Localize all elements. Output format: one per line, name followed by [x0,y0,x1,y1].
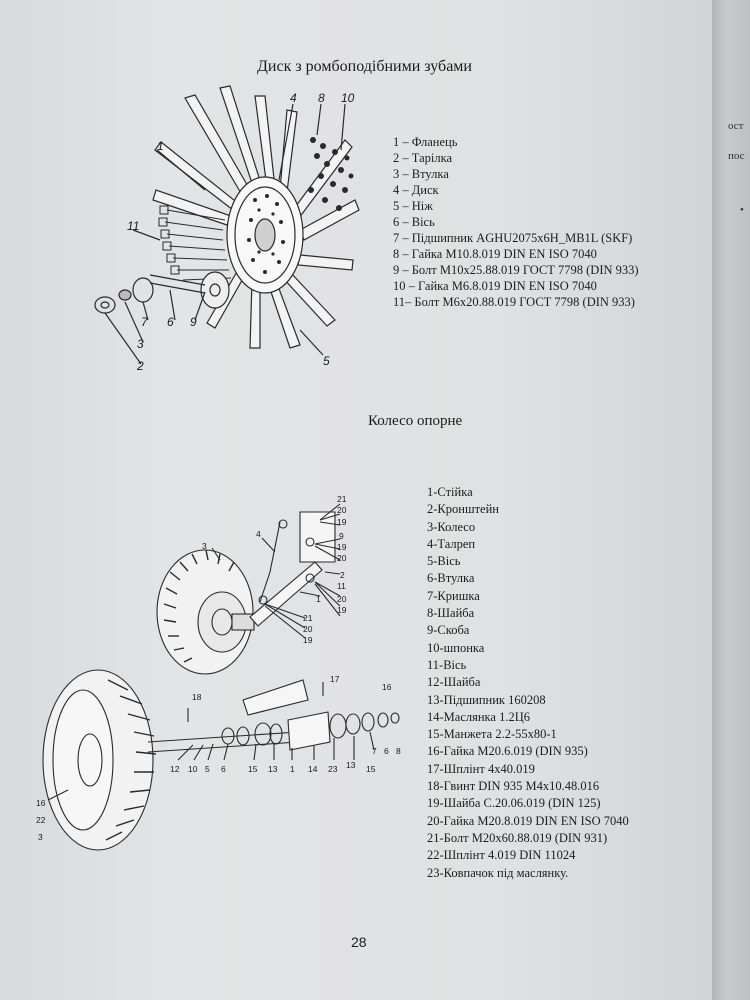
page-number: 28 [351,934,367,950]
callout-2: 2 [137,359,144,373]
legend-item: 23-Ковпачок під маслянку. [427,865,569,880]
callout-4: 4 [290,91,297,105]
legend-item: 6 – Вісь [393,215,435,229]
legend-item: 6-Втулка [427,571,475,586]
callout-15: 15 [248,764,258,774]
callout-8: 8 [396,746,401,756]
wheel-parts-legend [427,484,629,882]
callout-2: 2 [340,570,345,580]
callout-20: 20 [337,553,347,563]
adjacent-page-bullet: • [740,204,744,216]
callout-19: 19 [337,542,347,552]
callout-3: 3 [202,541,207,551]
callout-11: 11 [337,581,346,591]
legend-item: 13-Підшипник 160208 [427,692,546,707]
legend-item: 1 – Фланець [393,135,458,149]
adjacent-page-text: пос [728,150,745,162]
legend-item: 2 – Тарілка [393,151,453,165]
wheel-assembly-diagram [150,492,365,682]
legend-item: 3 – Втулка [393,167,449,181]
callout-9: 9 [190,315,197,329]
legend-item: 4 – Диск [393,183,439,197]
legend-item: 9 – Болт М10х25.88.019 ГОСТ 7798 (DIN 933) [393,263,639,277]
legend-item: 20-Гайка М20.8.019 DIN EN ISO 7040 [427,813,629,828]
callout-1: 1 [316,594,321,604]
callout-1: 1 [157,139,164,153]
callout-5: 5 [323,354,330,368]
legend-item: 4-Талреп [427,536,476,551]
callout-16: 16 [36,798,46,808]
disc-parts-legend [393,134,639,310]
callout-7: 7 [141,315,148,329]
legend-item: 5-Вісь [427,554,461,569]
callout-15: 15 [366,764,376,774]
callout-9: 9 [339,531,344,541]
callout-12: 12 [170,764,180,774]
callout-1: 1 [290,764,295,774]
legend-item: 15-Манжета 2.2-55х80-1 [427,727,557,742]
legend-item: 7 – Підшипник AGHU2075x6H_MB1L (SKF) [393,231,633,245]
callout-19: 19 [337,517,347,527]
disc-section-title: Диск з ромбоподібними зубами [257,58,472,75]
legend-item: 10-шпонка [427,640,485,655]
callout-4: 4 [256,529,261,539]
legend-item: 18-Гвинт DIN 935 М4х10.48.016 [427,779,600,794]
callout-8: 8 [318,91,325,105]
callout-21: 21 [303,613,313,623]
legend-item: 11– Болт М6х20.88.019 ГОСТ 7798 (DIN 933) [393,295,635,309]
callout-16: 16 [382,682,392,692]
legend-item: 1-Стійка [427,485,473,499]
callout-6: 6 [384,746,389,756]
legend-item: 5 – Ніж [393,199,433,213]
legend-item: 14-Маслянка 1.2Ц6 [427,709,531,724]
callout-3: 3 [38,832,43,842]
legend-item: 17-Шплінт 4х40.019 [427,761,535,776]
adjacent-page-text: ост [728,120,744,132]
legend-item: 11-Вісь [427,657,467,672]
callout-20: 20 [303,624,313,634]
callout-19: 19 [337,605,347,615]
callout-21: 21 [337,494,347,504]
callout-6: 6 [167,315,174,329]
callout-22: 22 [36,815,46,825]
legend-item: 8-Шайба [427,606,475,621]
legend-item: 9-Скоба [427,623,470,638]
legend-item: 3-Колесо [427,519,476,534]
callout-14: 14 [308,764,318,774]
legend-item: 21-Болт М20х60.88.019 (DIN 931) [427,830,608,845]
legend-item: 10 – Гайка М6.8.019 DIN EN ISO 7040 [393,279,597,293]
callout-20: 20 [337,505,347,515]
legend-item: 16-Гайка М20.6.019 (DIN 935) [427,744,588,759]
callout-13: 13 [346,760,356,770]
disc-exploded-diagram [55,80,375,380]
adjacent-page-edge [712,0,750,1000]
callout-23: 23 [328,764,338,774]
callout-18: 18 [192,692,202,702]
callout-11: 11 [127,219,140,233]
callout-20: 20 [337,594,347,604]
wheel-exploded-diagram [28,660,413,860]
callout-10: 10 [341,91,355,105]
legend-item: 19-Шайба С.20.06.019 (DIN 125) [427,796,601,811]
callout-19: 19 [303,635,313,645]
legend-item: 7-Кришка [427,588,480,603]
legend-item: 12-Шайба [427,675,481,690]
callout-5: 5 [205,764,210,774]
wheel-section-title: Колесо опорне [368,413,463,429]
legend-item: 8 – Гайка М10.8.019 DIN EN ISO 7040 [393,247,597,261]
legend-item: 22-Шплінт 4.019 DIN 11024 [427,848,576,863]
callout-7: 7 [372,746,377,756]
callout-6: 6 [221,764,226,774]
callout-10: 10 [188,764,198,774]
callout-17: 17 [330,674,340,684]
callout-3: 3 [137,337,144,351]
legend-item: 2-Кронштейн [427,502,499,517]
callout-13: 13 [268,764,278,774]
